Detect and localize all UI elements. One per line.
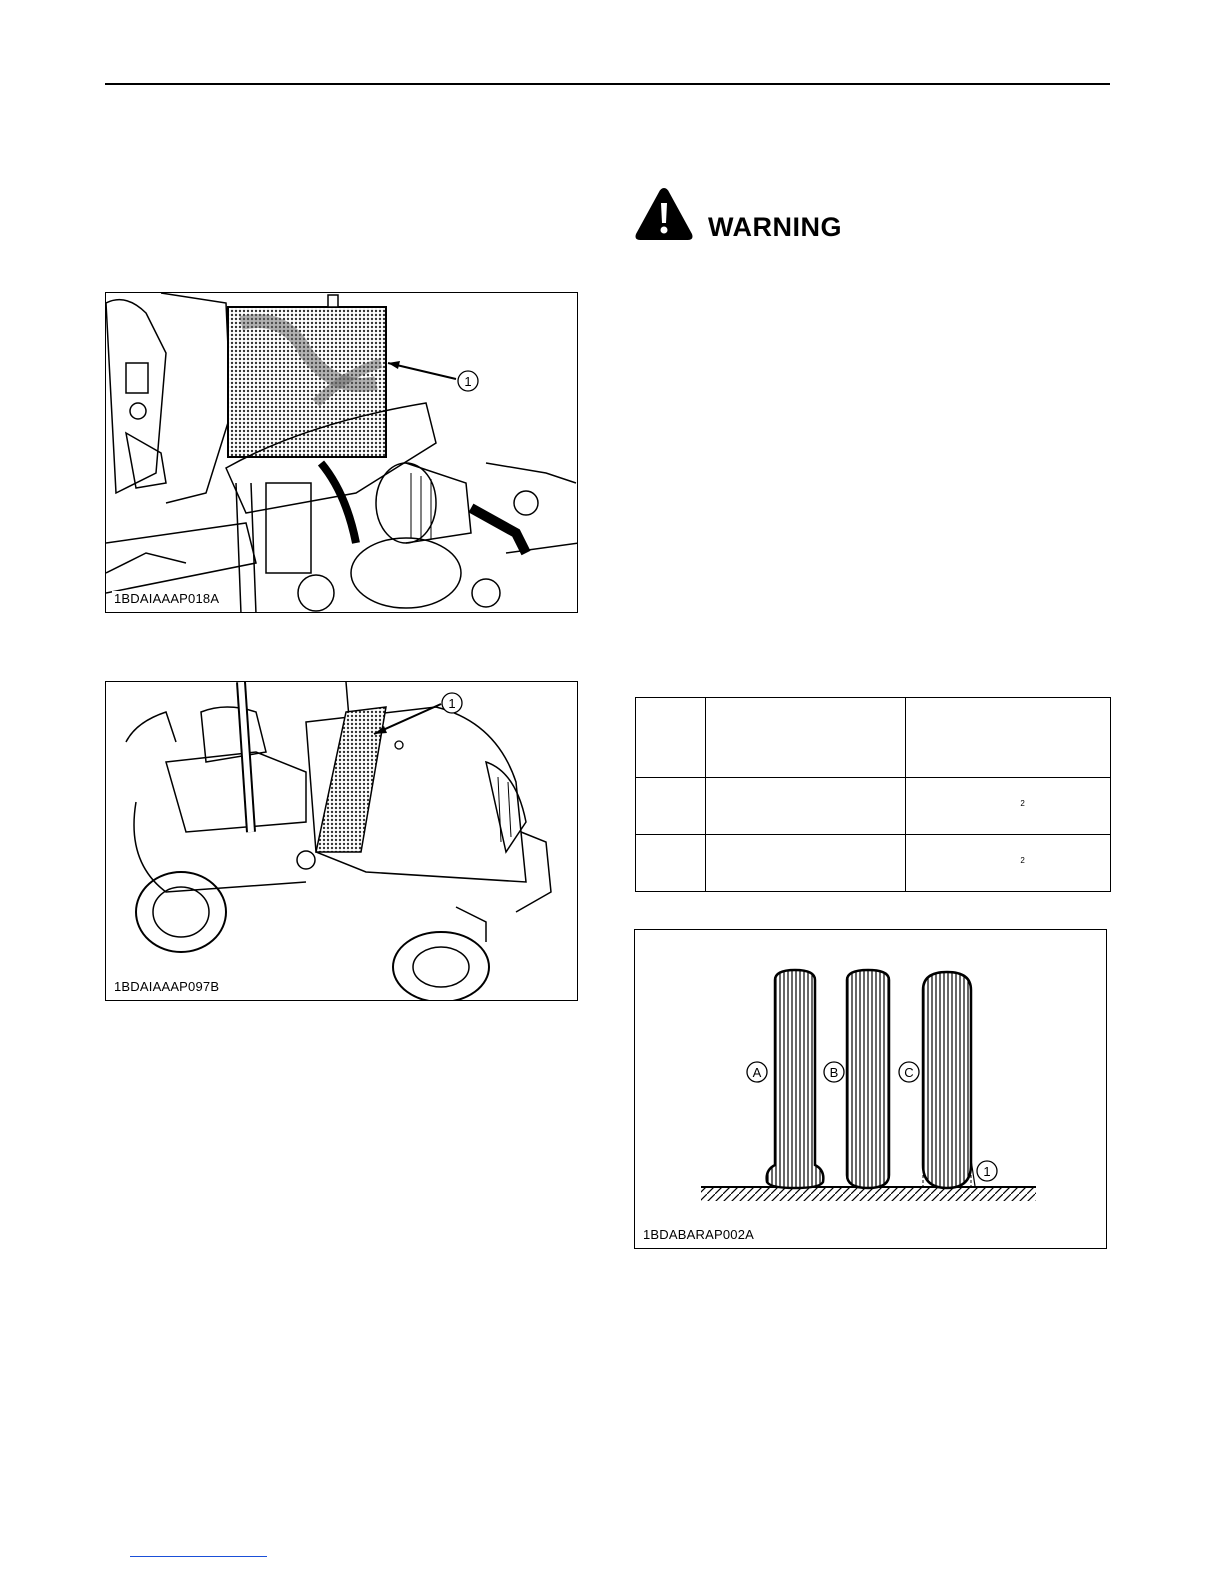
svg-text:A: A — [752, 1065, 762, 1080]
warning-label: WARNING — [708, 212, 842, 242]
side-screen-figure — [105, 681, 578, 1001]
table-cell — [705, 778, 906, 835]
table-cell — [636, 778, 706, 835]
figure-code: 1BDABARAP002A — [643, 1227, 754, 1242]
table-cell — [705, 698, 906, 778]
warning-triangle-icon — [634, 186, 694, 242]
table-row — [636, 698, 1111, 778]
figure-code: 1BDAIAAAP097B — [114, 979, 220, 994]
table-cell — [906, 835, 1111, 892]
table-cell — [705, 835, 906, 892]
tire-wear-figure — [634, 929, 1107, 1249]
table-cell — [636, 698, 706, 778]
svg-text:B: B — [829, 1065, 839, 1080]
spec-table — [635, 697, 1111, 892]
radiator-screen-figure — [105, 292, 578, 613]
table-cell — [906, 778, 1111, 835]
figure-code: 1BDAIAAAP018A — [114, 591, 220, 606]
footer-link-underline — [130, 1556, 267, 1557]
table-cell — [636, 835, 706, 892]
radiator-screen-illustration — [106, 293, 578, 613]
svg-text:C: C — [904, 1065, 914, 1080]
superscript: 2 — [1020, 798, 1025, 808]
mower-side-illustration — [106, 682, 578, 1001]
table-cell — [906, 698, 1111, 778]
svg-text:1: 1 — [448, 696, 456, 711]
warning-heading — [634, 186, 874, 246]
table-row — [636, 835, 1111, 892]
svg-text:1: 1 — [983, 1164, 991, 1179]
tire-wear-illustration — [635, 930, 1107, 1249]
svg-text:1: 1 — [464, 374, 472, 389]
table-row — [636, 778, 1111, 835]
header-rule — [105, 83, 1110, 85]
superscript: 2 — [1020, 855, 1025, 865]
